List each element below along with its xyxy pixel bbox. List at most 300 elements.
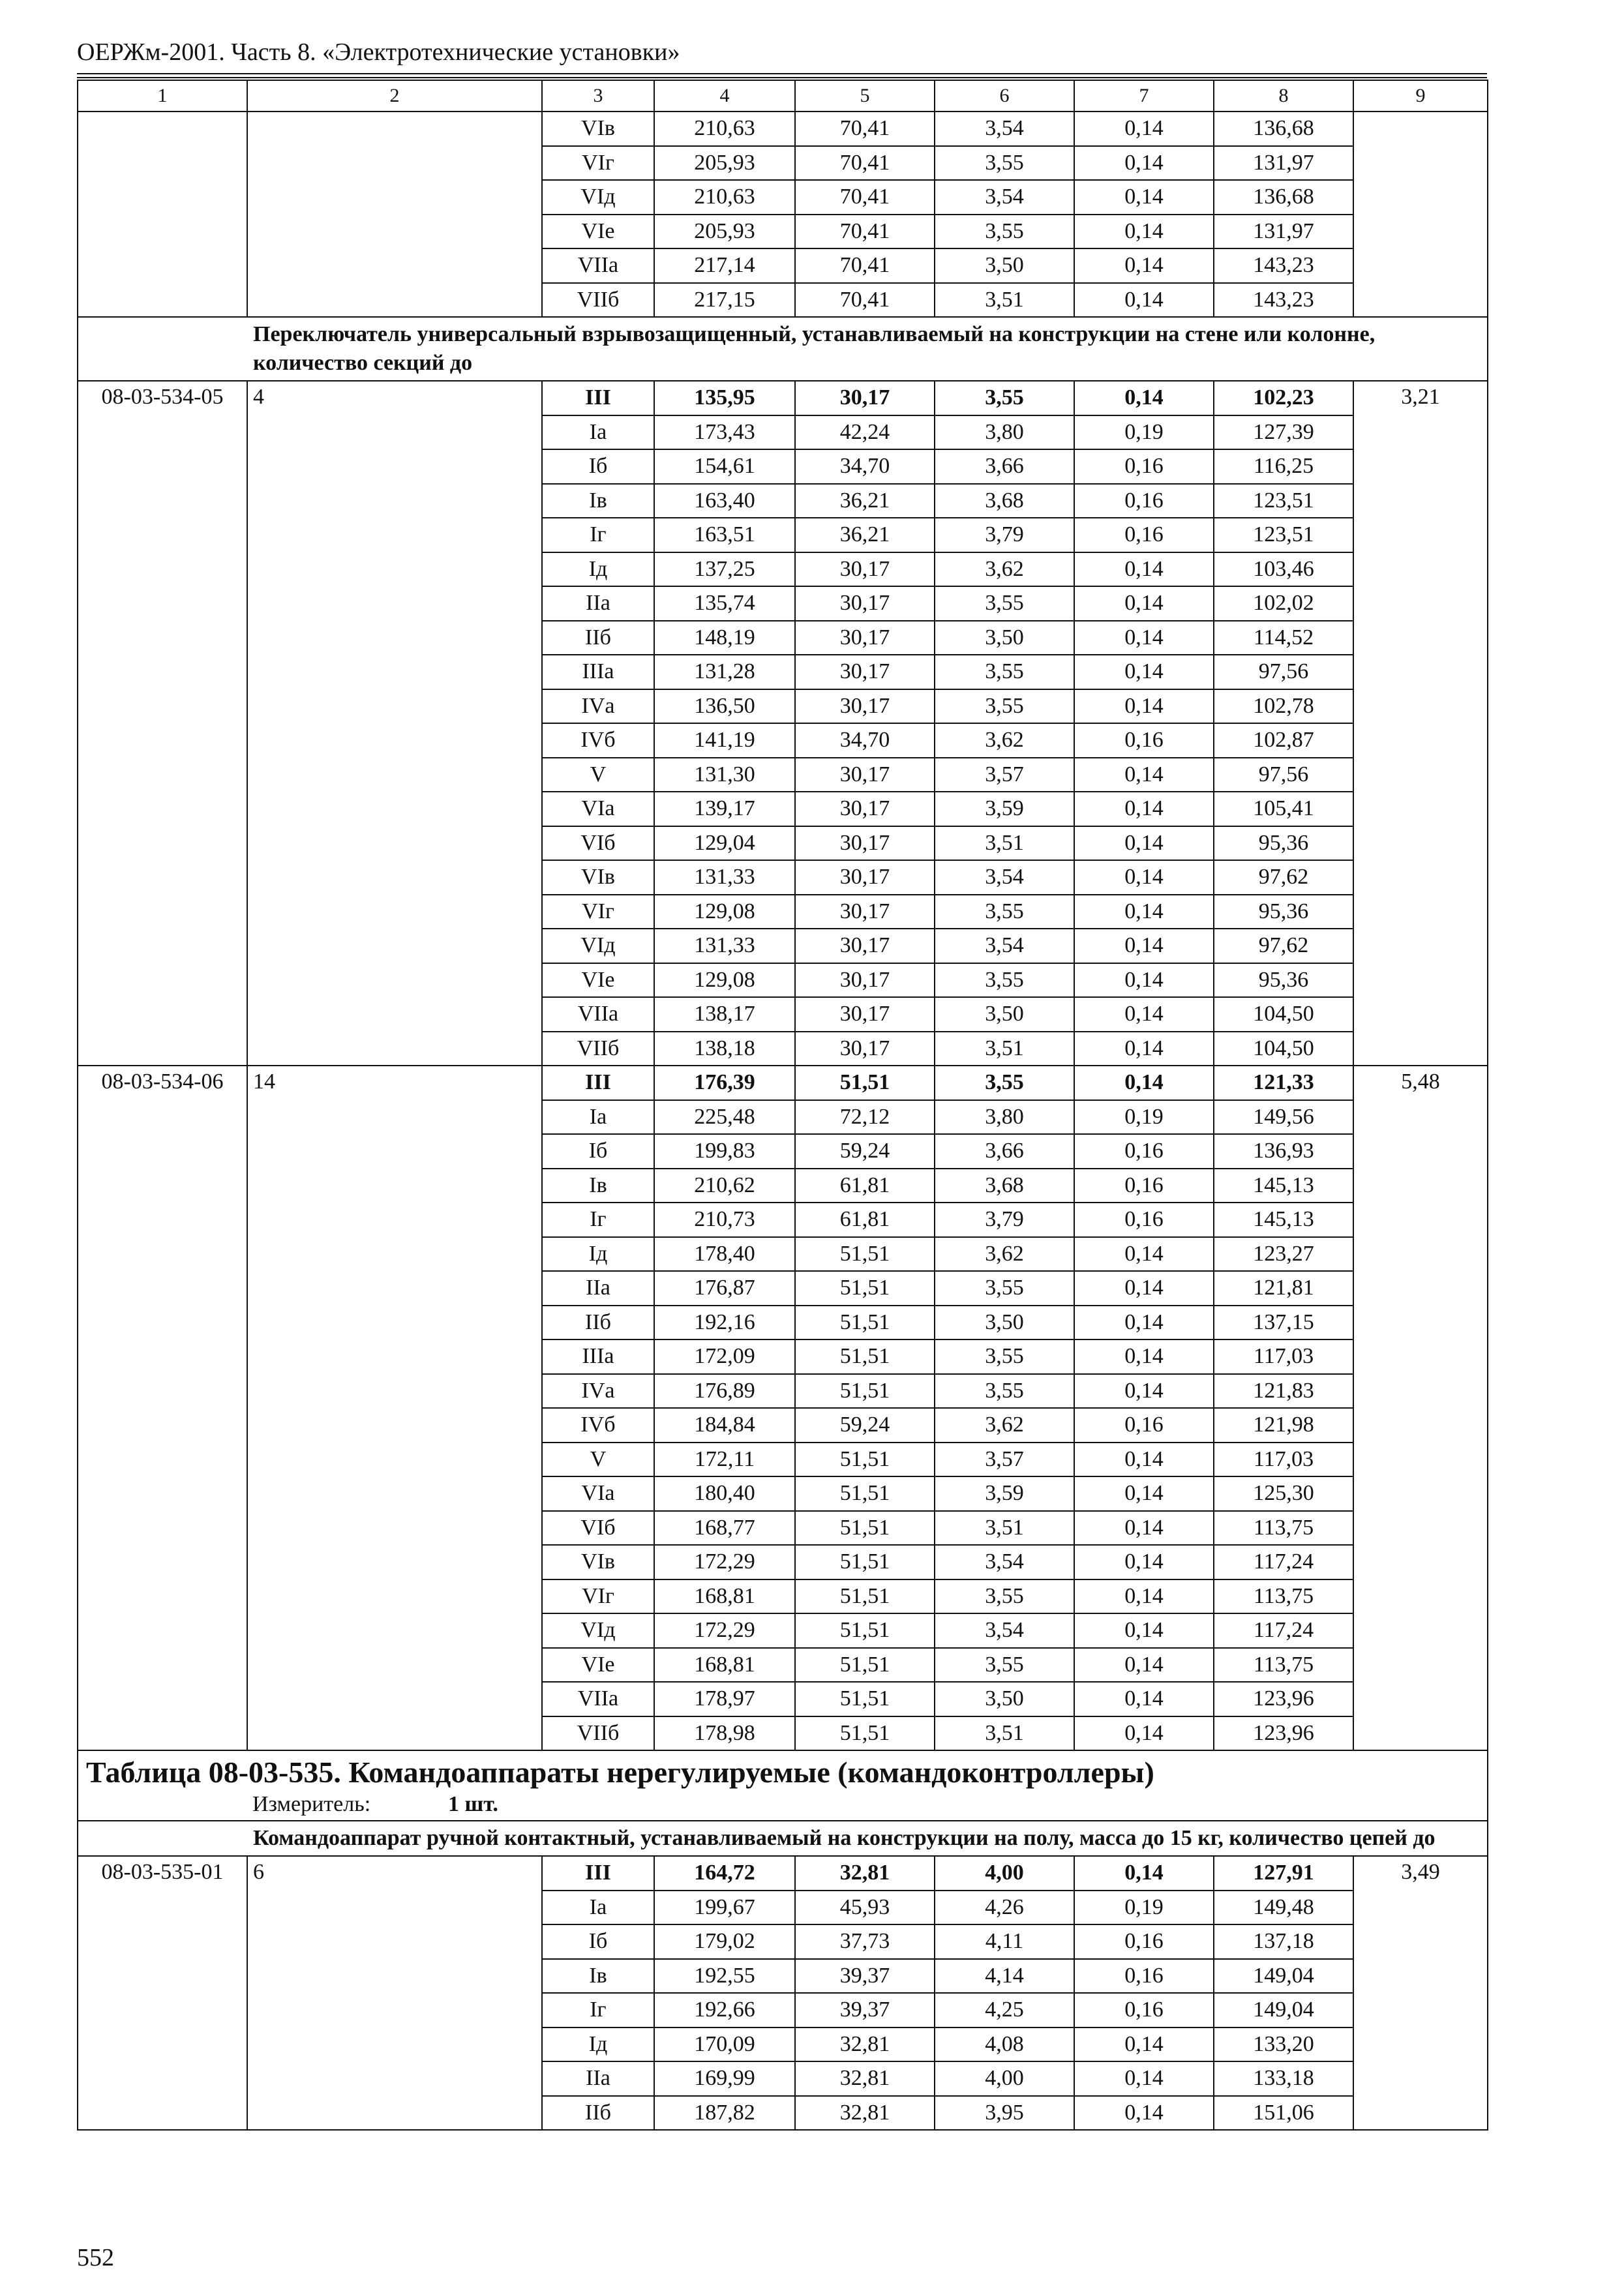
description-row (78, 1821, 1488, 1856)
value-cell-7: 0,14 (1074, 963, 1214, 998)
value-cell-7: 0,14 (1074, 552, 1214, 587)
table-row (78, 112, 1488, 146)
measure-value: 1 шт. (448, 1792, 498, 1816)
value-cell-4: 173,43 (654, 415, 795, 450)
value-cell-6: 3,79 (935, 518, 1074, 552)
value-cell-8: 95,36 (1214, 826, 1353, 861)
value-cell-4: 178,97 (654, 1682, 795, 1716)
value-cell-5: 51,51 (795, 1066, 935, 1100)
column-number: 6 (935, 80, 1074, 112)
value-cell-6: 4,11 (935, 1924, 1074, 1959)
value-cell-8: 121,98 (1214, 1408, 1353, 1443)
zone-cell: V (542, 758, 654, 792)
value-cell-8: 143,23 (1214, 283, 1353, 318)
value-cell-8: 133,18 (1214, 2061, 1353, 2096)
column-number: 2 (247, 80, 542, 112)
zone-cell: IVа (542, 1374, 654, 1409)
description-row (78, 317, 1488, 381)
value-cell-7: 0,14 (1074, 758, 1214, 792)
zone-cell: IVб (542, 1408, 654, 1443)
value-cell-6: 3,51 (935, 826, 1074, 861)
column-number: 4 (654, 80, 795, 112)
value-cell-7: 0,14 (1074, 826, 1214, 861)
value-cell-7: 0,14 (1074, 1443, 1214, 1477)
value-cell-7: 0,14 (1074, 1271, 1214, 1306)
value-cell-4: 172,29 (654, 1545, 795, 1579)
value-cell-7: 0,14 (1074, 1511, 1214, 1546)
zone-cell: Iб (542, 449, 654, 484)
value-cell-4: 179,02 (654, 1924, 795, 1959)
value-cell-4: 163,51 (654, 518, 795, 552)
value-cell-7: 0,14 (1074, 586, 1214, 621)
value-cell-4: 176,39 (654, 1066, 795, 1100)
table-title: Таблица 08-03-535. Командоаппараты нерегулируемые (командоконтроллеры) (86, 1756, 1154, 1789)
value-cell-5: 30,17 (795, 586, 935, 621)
value-cell-6: 3,55 (935, 215, 1074, 249)
zone-cell: VIIб (542, 1032, 654, 1066)
value-cell-7: 0,14 (1074, 1032, 1214, 1066)
zone-cell: VIе (542, 215, 654, 249)
section-description: Переключатель универсальный взрывозащищенный, устанавливаемый на конструкции на стене или колонне, количество секций до (78, 317, 1488, 381)
value-cell-7: 0,16 (1074, 518, 1214, 552)
zone-cell: Iв (542, 1169, 654, 1203)
value-cell-8: 137,15 (1214, 1306, 1353, 1340)
zone-cell: IIIа (542, 1339, 654, 1374)
value-cell-7: 0,14 (1074, 1237, 1214, 1272)
zone-cell: Iд (542, 552, 654, 587)
page-number: 552 (77, 2244, 114, 2271)
zone-cell: IIIа (542, 655, 654, 689)
value-cell-6: 3,54 (935, 860, 1074, 895)
value-cell-7: 0,19 (1074, 415, 1214, 450)
value-cell-5: 30,17 (795, 929, 935, 963)
value-cell-7: 0,14 (1074, 180, 1214, 215)
value-cell-5: 32,81 (795, 1856, 935, 1891)
column-number: 5 (795, 80, 935, 112)
value-cell-8: 149,48 (1214, 1891, 1353, 1925)
value-cell-8: 102,23 (1214, 381, 1353, 415)
value-cell-6: 3,57 (935, 758, 1074, 792)
value-cell-7: 0,14 (1074, 689, 1214, 724)
value-cell-7: 0,14 (1074, 895, 1214, 929)
zone-cell: III (542, 1066, 654, 1100)
value-cell-8: 127,91 (1214, 1856, 1353, 1891)
item-quantity: 6 (247, 1856, 542, 2130)
value-cell-6: 3,55 (935, 1271, 1074, 1306)
value-cell-6: 3,55 (935, 895, 1074, 929)
value-cell-7: 0,14 (1074, 1716, 1214, 1751)
qty-cell (247, 112, 542, 317)
value-cell-5: 70,41 (795, 180, 935, 215)
zone-cell: VIIа (542, 1682, 654, 1716)
running-header: ОЕРЖм-2001. Часть 8. «Электротехнические установки» (77, 38, 680, 66)
value-cell-8: 145,13 (1214, 1169, 1353, 1203)
zone-cell: VIв (542, 860, 654, 895)
value-cell-8: 113,75 (1214, 1511, 1353, 1546)
value-cell-4: 187,82 (654, 2096, 795, 2131)
value-cell-4: 131,33 (654, 860, 795, 895)
measure-label: Измеритель: (252, 1792, 371, 1816)
table-title-cell (78, 1750, 1488, 1821)
value-cell-8: 123,51 (1214, 484, 1353, 518)
value-cell-6: 3,55 (935, 586, 1074, 621)
value-cell-8: 104,50 (1214, 997, 1353, 1032)
column-number: 9 (1353, 80, 1488, 112)
value-cell-6: 3,51 (935, 283, 1074, 318)
value-cell-8: 97,56 (1214, 655, 1353, 689)
value-cell-8: 116,25 (1214, 449, 1353, 484)
value-cell-6: 3,55 (935, 1579, 1074, 1614)
zone-cell: Iд (542, 2027, 654, 2062)
value-cell-7: 0,16 (1074, 1134, 1214, 1169)
value-cell-8: 97,62 (1214, 929, 1353, 963)
value-cell-7: 0,14 (1074, 2061, 1214, 2096)
value-cell-6: 3,59 (935, 1476, 1074, 1511)
value-cell-5: 30,17 (795, 963, 935, 998)
zone-cell: VIг (542, 1579, 654, 1614)
value-cell-5: 32,81 (795, 2027, 935, 2062)
zone-cell: IIб (542, 1306, 654, 1340)
value-cell-4: 178,40 (654, 1237, 795, 1272)
col9-value: 3,49 (1353, 1856, 1488, 2130)
value-cell-8: 113,75 (1214, 1648, 1353, 1683)
value-cell-6: 3,55 (935, 146, 1074, 181)
section-description: Командоаппарат ручной контактный, устанавливаемый на конструкции на полу, масса до 15 кг, количество цепей до (78, 1821, 1488, 1856)
value-cell-6: 3,50 (935, 1682, 1074, 1716)
value-cell-7: 0,14 (1074, 929, 1214, 963)
table-row (78, 1856, 1488, 1891)
value-cell-6: 3,68 (935, 484, 1074, 518)
value-cell-6: 3,54 (935, 112, 1074, 146)
value-cell-4: 129,08 (654, 895, 795, 929)
value-cell-7: 0,16 (1074, 484, 1214, 518)
value-cell-4: 148,19 (654, 621, 795, 655)
value-cell-4: 217,14 (654, 248, 795, 283)
value-cell-5: 30,17 (795, 621, 935, 655)
value-cell-5: 34,70 (795, 449, 935, 484)
value-cell-5: 51,51 (795, 1613, 935, 1648)
value-cell-7: 0,16 (1074, 1169, 1214, 1203)
zone-cell: VIд (542, 1613, 654, 1648)
value-cell-5: 42,24 (795, 415, 935, 450)
value-cell-8: 145,13 (1214, 1203, 1353, 1237)
value-cell-8: 131,97 (1214, 146, 1353, 181)
value-cell-7: 0,14 (1074, 248, 1214, 283)
value-cell-7: 0,14 (1074, 1066, 1214, 1100)
value-cell-8: 117,03 (1214, 1443, 1353, 1477)
value-cell-7: 0,14 (1074, 283, 1214, 318)
value-cell-6: 3,95 (935, 2096, 1074, 2131)
value-cell-8: 114,52 (1214, 621, 1353, 655)
value-cell-5: 51,51 (795, 1306, 935, 1340)
value-cell-7: 0,14 (1074, 997, 1214, 1032)
value-cell-4: 129,04 (654, 826, 795, 861)
value-cell-7: 0,19 (1074, 1100, 1214, 1135)
value-cell-7: 0,16 (1074, 1959, 1214, 1994)
item-quantity: 4 (247, 381, 542, 1066)
value-cell-5: 30,17 (795, 758, 935, 792)
value-cell-8: 103,46 (1214, 552, 1353, 587)
value-cell-5: 59,24 (795, 1134, 935, 1169)
value-cell-7: 0,14 (1074, 1476, 1214, 1511)
zone-cell: Iг (542, 518, 654, 552)
value-cell-7: 0,14 (1074, 1856, 1214, 1891)
value-cell-5: 32,81 (795, 2096, 935, 2131)
value-cell-7: 0,16 (1074, 1203, 1214, 1237)
value-cell-5: 36,21 (795, 518, 935, 552)
value-cell-6: 3,55 (935, 1066, 1074, 1100)
value-cell-5: 51,51 (795, 1511, 935, 1546)
value-cell-6: 3,50 (935, 248, 1074, 283)
zone-cell: VIа (542, 792, 654, 826)
value-cell-4: 192,66 (654, 1993, 795, 2027)
zone-cell: IIб (542, 621, 654, 655)
value-cell-4: 169,99 (654, 2061, 795, 2096)
header-rule-second (77, 77, 1487, 78)
zone-cell: VIIб (542, 283, 654, 318)
value-cell-4: 210,62 (654, 1169, 795, 1203)
value-cell-4: 210,63 (654, 180, 795, 215)
zone-cell: VIе (542, 963, 654, 998)
value-cell-5: 34,70 (795, 723, 935, 758)
value-cell-7: 0,14 (1074, 1648, 1214, 1683)
zone-cell: Iа (542, 415, 654, 450)
value-cell-6: 3,80 (935, 415, 1074, 450)
value-cell-8: 102,02 (1214, 586, 1353, 621)
column-number: 3 (542, 80, 654, 112)
value-cell-7: 0,14 (1074, 655, 1214, 689)
value-cell-7: 0,14 (1074, 215, 1214, 249)
zone-cell: IVа (542, 689, 654, 724)
measure-line (86, 1790, 1479, 1819)
zone-cell: Iб (542, 1924, 654, 1959)
value-cell-8: 95,36 (1214, 963, 1353, 998)
value-cell-4: 131,28 (654, 655, 795, 689)
value-cell-5: 36,21 (795, 484, 935, 518)
value-cell-6: 3,54 (935, 1613, 1074, 1648)
zone-cell: VIд (542, 180, 654, 215)
item-quantity: 14 (247, 1066, 542, 1750)
zone-cell: IIа (542, 1271, 654, 1306)
zone-cell: IIа (542, 2061, 654, 2096)
column-number: 8 (1214, 80, 1353, 112)
value-cell-5: 30,17 (795, 1032, 935, 1066)
value-cell-8: 149,56 (1214, 1100, 1353, 1135)
value-cell-8: 133,20 (1214, 2027, 1353, 2062)
value-cell-4: 136,50 (654, 689, 795, 724)
value-cell-5: 51,51 (795, 1271, 935, 1306)
value-cell-6: 3,55 (935, 655, 1074, 689)
value-cell-8: 97,56 (1214, 758, 1353, 792)
value-cell-5: 51,51 (795, 1374, 935, 1409)
value-cell-5: 51,51 (795, 1443, 935, 1477)
zone-cell: VIа (542, 1476, 654, 1511)
column-number: 1 (78, 80, 247, 112)
value-cell-6: 4,25 (935, 1993, 1074, 2027)
value-cell-5: 70,41 (795, 215, 935, 249)
value-cell-6: 4,14 (935, 1959, 1074, 1994)
value-cell-4: 225,48 (654, 1100, 795, 1135)
value-cell-7: 0,16 (1074, 449, 1214, 484)
value-cell-5: 51,51 (795, 1648, 935, 1683)
zone-cell: VIв (542, 112, 654, 146)
value-cell-7: 0,14 (1074, 1545, 1214, 1579)
value-cell-6: 3,62 (935, 552, 1074, 587)
zone-cell: Iв (542, 484, 654, 518)
value-cell-7: 0,14 (1074, 1339, 1214, 1374)
value-cell-7: 0,14 (1074, 112, 1214, 146)
value-cell-6: 4,00 (935, 2061, 1074, 2096)
zone-cell: VIг (542, 146, 654, 181)
zone-cell: IVб (542, 723, 654, 758)
value-cell-8: 117,24 (1214, 1613, 1353, 1648)
value-cell-7: 0,16 (1074, 1993, 1214, 2027)
value-cell-8: 123,96 (1214, 1682, 1353, 1716)
table-row (78, 1066, 1488, 1100)
value-cell-6: 3,57 (935, 1443, 1074, 1477)
value-cell-5: 51,51 (795, 1682, 935, 1716)
value-cell-7: 0,14 (1074, 2096, 1214, 2131)
value-cell-8: 125,30 (1214, 1476, 1353, 1511)
value-cell-6: 3,50 (935, 621, 1074, 655)
value-cell-4: 135,74 (654, 586, 795, 621)
value-cell-4: 164,72 (654, 1856, 795, 1891)
zone-cell: Iб (542, 1134, 654, 1169)
value-cell-6: 4,08 (935, 2027, 1074, 2062)
value-cell-7: 0,14 (1074, 792, 1214, 826)
value-cell-8: 131,97 (1214, 215, 1353, 249)
value-cell-4: 217,15 (654, 283, 795, 318)
value-cell-6: 3,55 (935, 689, 1074, 724)
value-cell-5: 51,51 (795, 1545, 935, 1579)
value-cell-8: 127,39 (1214, 415, 1353, 450)
value-cell-4: 138,17 (654, 997, 795, 1032)
value-cell-6: 3,54 (935, 180, 1074, 215)
value-cell-6: 3,50 (935, 997, 1074, 1032)
value-cell-8: 104,50 (1214, 1032, 1353, 1066)
value-cell-4: 129,08 (654, 963, 795, 998)
zone-cell: VIIб (542, 1716, 654, 1751)
value-cell-4: 168,81 (654, 1648, 795, 1683)
header-rule (77, 73, 1487, 74)
col9-value: 3,21 (1353, 381, 1488, 1066)
value-cell-5: 30,17 (795, 860, 935, 895)
value-cell-8: 121,81 (1214, 1271, 1353, 1306)
zone-cell: VIг (542, 895, 654, 929)
table-title-row (78, 1750, 1488, 1821)
value-cell-4: 137,25 (654, 552, 795, 587)
zone-cell: III (542, 381, 654, 415)
item-code: 08-03-535-01 (78, 1856, 247, 2130)
value-cell-6: 3,55 (935, 1648, 1074, 1683)
zone-cell: VIб (542, 826, 654, 861)
zone-cell: IIб (542, 2096, 654, 2131)
value-cell-4: 184,84 (654, 1408, 795, 1443)
zone-cell: V (542, 1443, 654, 1477)
value-cell-6: 3,62 (935, 1237, 1074, 1272)
zone-cell: IIа (542, 586, 654, 621)
value-cell-7: 0,14 (1074, 1374, 1214, 1409)
value-cell-5: 30,17 (795, 826, 935, 861)
value-cell-7: 0,14 (1074, 1613, 1214, 1648)
rates-table (77, 80, 1488, 2131)
value-cell-4: 205,93 (654, 215, 795, 249)
zone-cell: Iг (542, 1993, 654, 2027)
value-cell-7: 0,14 (1074, 1682, 1214, 1716)
value-cell-5: 39,37 (795, 1993, 935, 2027)
value-cell-8: 143,23 (1214, 248, 1353, 283)
value-cell-5: 70,41 (795, 112, 935, 146)
value-cell-7: 0,14 (1074, 2027, 1214, 2062)
value-cell-5: 32,81 (795, 2061, 935, 2096)
value-cell-8: 102,78 (1214, 689, 1353, 724)
value-cell-4: 199,83 (654, 1134, 795, 1169)
value-cell-6: 3,80 (935, 1100, 1074, 1135)
value-cell-6: 3,66 (935, 449, 1074, 484)
zone-cell: VIIа (542, 997, 654, 1032)
value-cell-8: 123,51 (1214, 518, 1353, 552)
value-cell-7: 0,14 (1074, 1306, 1214, 1340)
zone-cell: III (542, 1856, 654, 1891)
value-cell-5: 51,51 (795, 1579, 935, 1614)
zone-cell: Iг (542, 1203, 654, 1237)
value-cell-5: 51,51 (795, 1339, 935, 1374)
value-cell-4: 205,93 (654, 146, 795, 181)
value-cell-8: 117,24 (1214, 1545, 1353, 1579)
value-cell-8: 105,41 (1214, 792, 1353, 826)
value-cell-4: 172,29 (654, 1613, 795, 1648)
value-cell-5: 51,51 (795, 1716, 935, 1751)
value-cell-7: 0,14 (1074, 860, 1214, 895)
value-cell-4: 180,40 (654, 1476, 795, 1511)
value-cell-5: 70,41 (795, 248, 935, 283)
value-cell-4: 141,19 (654, 723, 795, 758)
value-cell-8: 102,87 (1214, 723, 1353, 758)
column-number: 7 (1074, 80, 1214, 112)
value-cell-4: 176,87 (654, 1271, 795, 1306)
value-cell-6: 3,50 (935, 1306, 1074, 1340)
value-cell-5: 37,73 (795, 1924, 935, 1959)
value-cell-6: 3,79 (935, 1203, 1074, 1237)
value-cell-4: 199,67 (654, 1891, 795, 1925)
value-cell-4: 172,11 (654, 1443, 795, 1477)
zone-cell: VIд (542, 929, 654, 963)
value-cell-6: 3,55 (935, 963, 1074, 998)
value-cell-4: 176,89 (654, 1374, 795, 1409)
value-cell-7: 0,14 (1074, 381, 1214, 415)
value-cell-6: 3,66 (935, 1134, 1074, 1169)
value-cell-6: 4,00 (935, 1856, 1074, 1891)
col9-cell (1353, 112, 1488, 317)
value-cell-4: 178,98 (654, 1716, 795, 1751)
value-cell-7: 0,14 (1074, 621, 1214, 655)
value-cell-6: 3,62 (935, 723, 1074, 758)
value-cell-6: 3,54 (935, 1545, 1074, 1579)
zone-cell: Iд (542, 1237, 654, 1272)
col9-value: 5,48 (1353, 1066, 1488, 1750)
value-cell-8: 113,75 (1214, 1579, 1353, 1614)
value-cell-6: 3,68 (935, 1169, 1074, 1203)
zone-cell: VIе (542, 1648, 654, 1683)
value-cell-5: 30,17 (795, 997, 935, 1032)
value-cell-6: 3,55 (935, 1374, 1074, 1409)
item-code: 08-03-534-06 (78, 1066, 247, 1750)
value-cell-5: 45,93 (795, 1891, 935, 1925)
value-cell-4: 192,55 (654, 1959, 795, 1994)
value-cell-7: 0,16 (1074, 723, 1214, 758)
value-cell-8: 117,03 (1214, 1339, 1353, 1374)
value-cell-4: 139,17 (654, 792, 795, 826)
